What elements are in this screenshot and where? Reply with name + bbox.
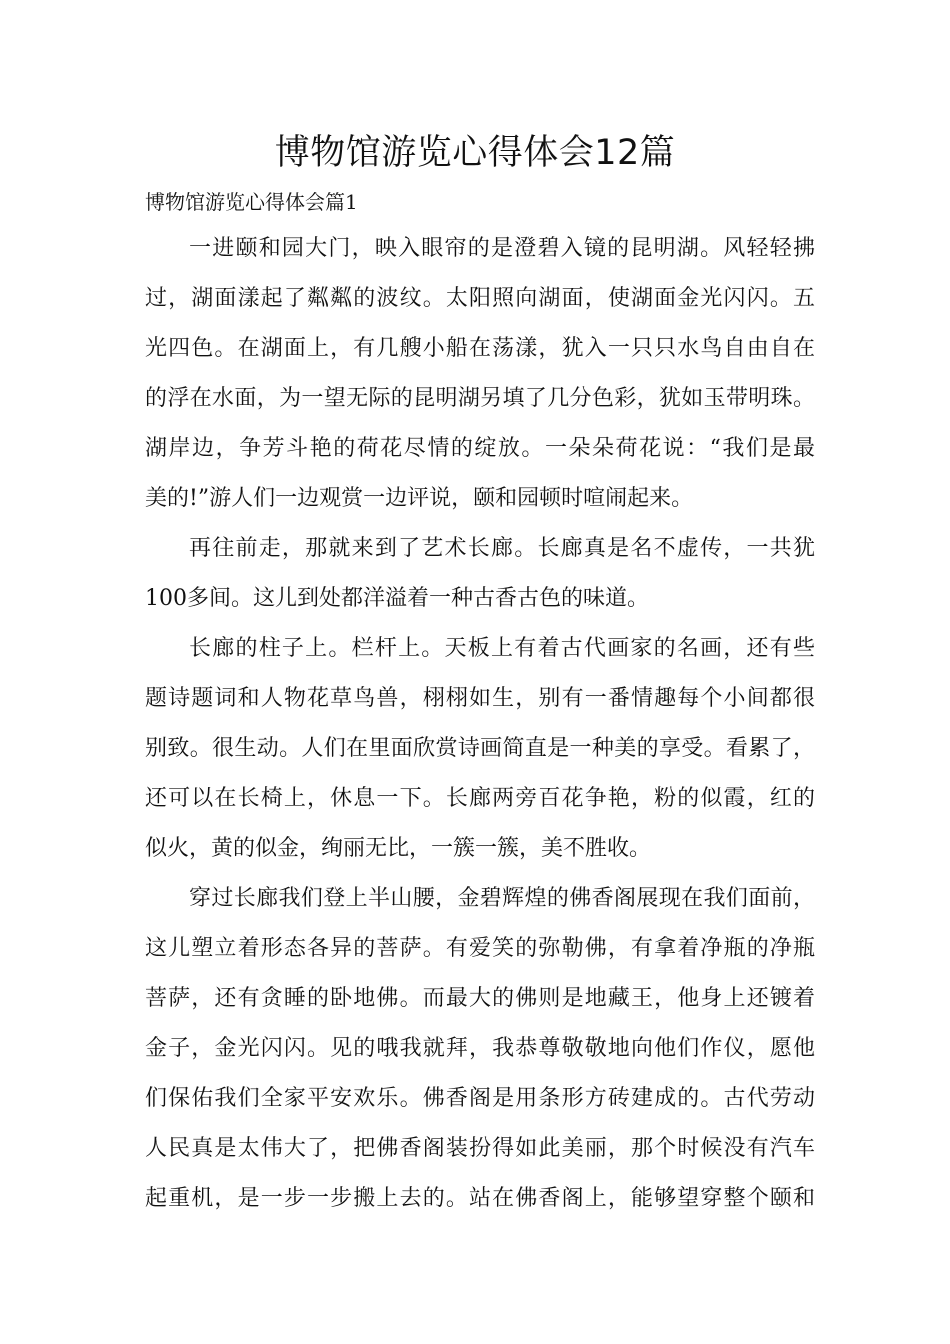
paragraph-1-line-5: 湖岸边，争芳斗艳的荷花尽情的绽放。一朵朵荷花说：“我们是最 xyxy=(145,436,815,461)
paragraph-3-line-3: 别致。很生动。人们在里面欣赏诗画简直是一种美的享受。看累了， xyxy=(145,736,815,761)
paragraph-4-line-6: 人民真是太伟大了，把佛香阁装扮得如此美丽，那个时候没有汽车 xyxy=(145,1136,815,1161)
paragraph-4-line-3: 菩萨，还有贪睡的卧地佛。而最大的佛则是地藏王，他身上还镀着 xyxy=(145,986,815,1011)
paragraph-1-line-3: 光四色。在湖面上，有几艘小船在荡漾，犹入一只只水鸟自由自在 xyxy=(145,336,815,361)
paragraph-1-line-4: 的浮在水面，为一望无际的昆明湖另填了几分色彩，犹如玉带明珠。 xyxy=(145,386,815,411)
paragraph-1-line-6: 美的!”游人们一边观赏一边评说，颐和园顿时喧闹起来。 xyxy=(145,486,694,511)
paragraph-3-line-4: 还可以在长椅上，休息一下。长廊两旁百花争艳，粉的似霞，红的 xyxy=(145,786,815,811)
paragraph-2-line-1: 再往前走，那就来到了艺术长廊。长廊真是名不虚传，一共犹 xyxy=(189,536,815,561)
paragraph-3-line-1: 长廊的柱子上。栏杆上。天板上有着古代画家的名画，还有些 xyxy=(189,636,815,661)
paragraph-3-line-2: 题诗题词和人物花草鸟兽，栩栩如生，别有一番情趣每个小间都很 xyxy=(145,686,815,711)
paragraph-1-line-1: 一进颐和园大门，映入眼帘的是澄碧入镜的昆明湖。风轻轻拂 xyxy=(189,236,815,261)
paragraph-4-line-2: 这儿塑立着形态各异的菩萨。有爱笑的弥勒佛，有拿着净瓶的净瓶 xyxy=(145,936,815,961)
paragraph-4-line-5: 们保佑我们全家平安欢乐。佛香阁是用条形方砖建成的。古代劳动 xyxy=(145,1086,815,1111)
paragraph-4-line-7: 起重机，是一步一步搬上去的。站在佛香阁上，能够望穿整个颐和 xyxy=(145,1186,815,1211)
paragraph-2-line-2: 100多间。这儿到处都洋溢着一种古香古色的味道。 xyxy=(145,586,649,611)
paragraph-4-line-1: 穿过长廊我们登上半山腰，金碧辉煌的佛香阁展现在我们面前， xyxy=(189,886,815,911)
paragraph-1-line-2: 过，湖面漾起了粼粼的波纹。太阳照向湖面，使湖面金光闪闪。五 xyxy=(145,286,815,311)
section-heading: 博物馆游览心得体会篇1 xyxy=(145,190,358,214)
document-title: 博物馆游览心得体会12篇 xyxy=(274,133,676,173)
paragraph-4-line-4: 金子，金光闪闪。见的哦我就拜，我恭尊敬敬地向他们作仪，愿他 xyxy=(145,1036,815,1061)
paragraph-3-line-5: 似火，黄的似金，绚丽无比，一簇一簇，美不胜收。 xyxy=(145,836,652,861)
